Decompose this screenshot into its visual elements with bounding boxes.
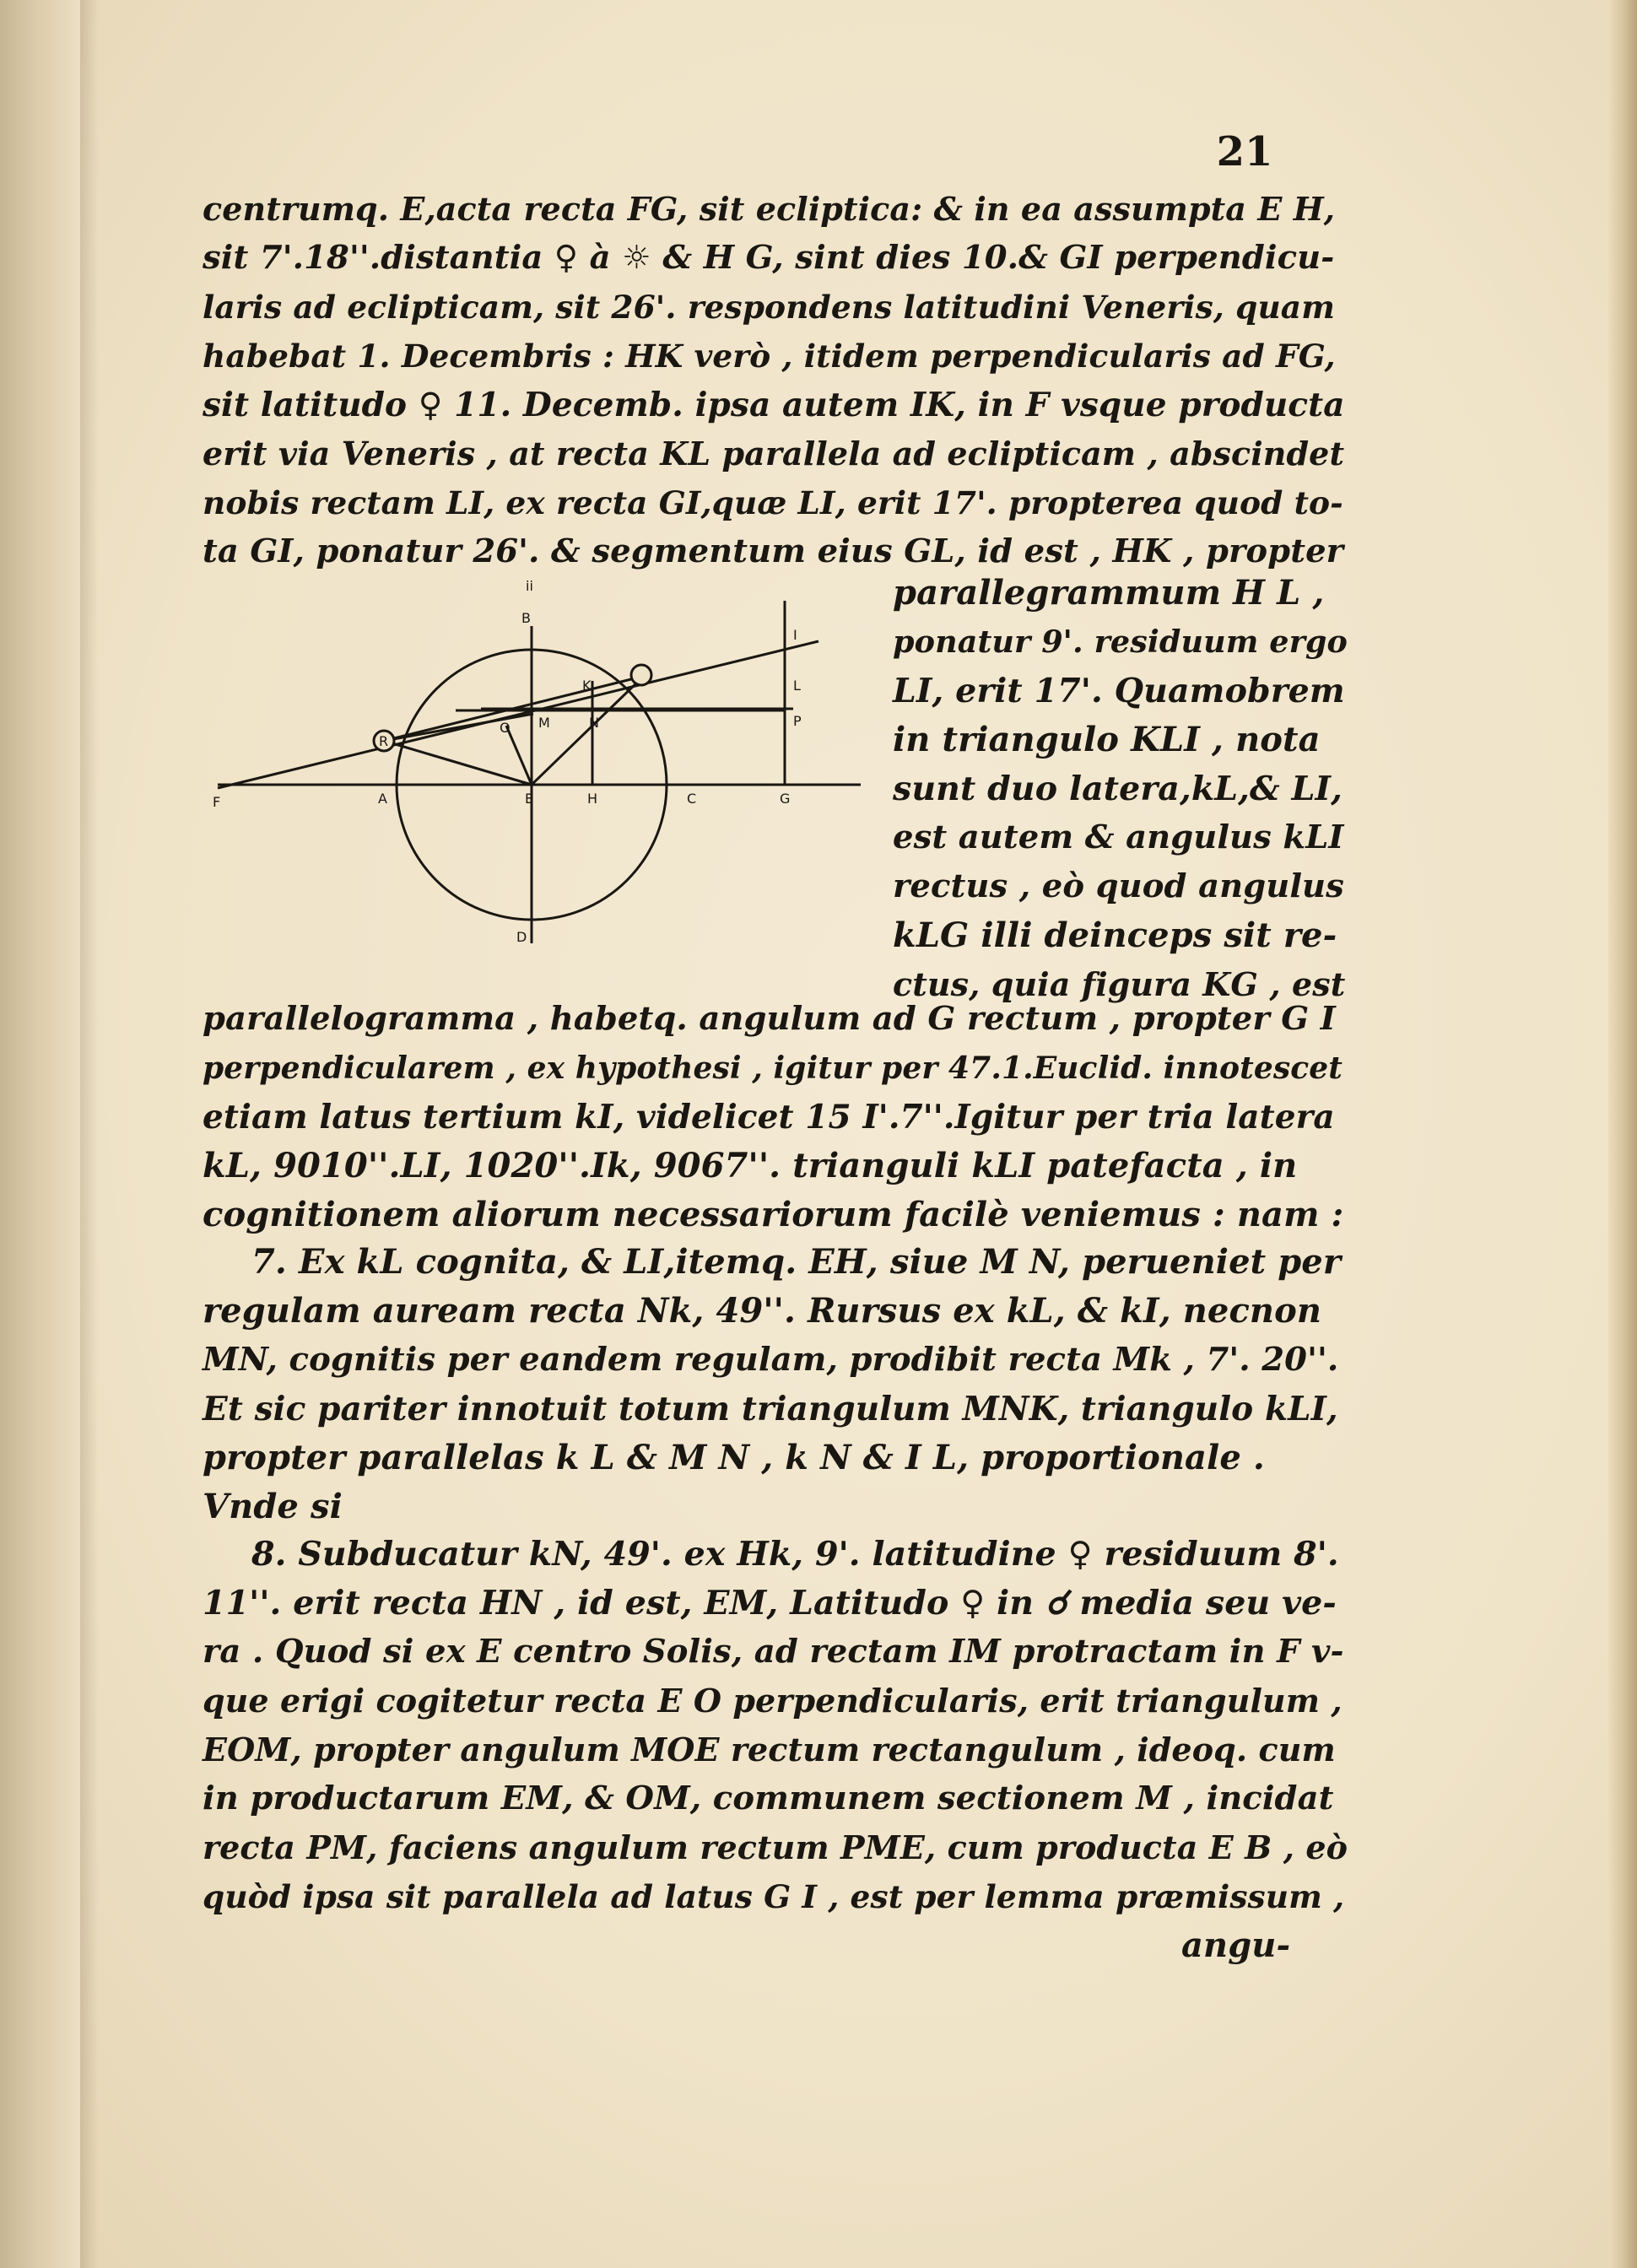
label-e: E bbox=[525, 791, 534, 807]
line-re bbox=[384, 741, 532, 785]
paragraph-8-line: recta PM, faciens angulum rectum PME, cum producta E B , eò bbox=[203, 1828, 1348, 1866]
label-f: F bbox=[213, 794, 221, 810]
paragraph-7-line: Et sic pariter innotuit totum triangulum MNK, triangulo kLI, bbox=[203, 1390, 1338, 1428]
page-edge bbox=[1608, 0, 1637, 2268]
text-line: habebat 1. Decembris : HK verò , itidem perpendicularis ad FG, bbox=[203, 338, 1336, 375]
text-line: centrumq. E,acta recta FG, sit ecliptica: & in ea assumpta E H, bbox=[203, 190, 1336, 228]
label-b: B bbox=[521, 610, 531, 626]
label-r: R bbox=[379, 733, 389, 749]
paragraph-8-line: EOM, propter angulum MOE rectum rectangulum , ideoq. cum bbox=[203, 1731, 1336, 1768]
label-c: C bbox=[687, 791, 697, 807]
text-line: ta GI, ponatur 26'. & segmentum eius GL, id est , HK , propter bbox=[203, 532, 1344, 570]
side-text-line: LI, erit 17'. Quamobrem bbox=[893, 672, 1345, 710]
label-k: K bbox=[582, 678, 592, 694]
label-i: I bbox=[793, 627, 797, 643]
label-g: G bbox=[780, 791, 791, 807]
text-line: erit via Veneris , at recta KL parallela ad eclipticam , abscindet bbox=[203, 435, 1345, 472]
label-top: ii bbox=[526, 578, 533, 594]
text-line: perpendicularem , ex hypothesi , igitur per 47.1.Euclid. innotescet bbox=[203, 1050, 1343, 1086]
side-text-line: ctus, quia figura KG , est bbox=[893, 965, 1346, 1003]
text-line: nobis rectam LI, ex recta GI,quæ LI, erit 17'. propterea quod to- bbox=[203, 484, 1343, 521]
text-line: laris ad eclipticam, sit 26'. respondens latitudini Veneris, quam bbox=[203, 289, 1335, 326]
page-number: 21 bbox=[1216, 128, 1273, 176]
label-o: O bbox=[500, 720, 511, 736]
venus-path bbox=[218, 641, 818, 788]
side-text-line: parallegrammum H L , bbox=[893, 573, 1325, 613]
text-line: kL, 9010''.LI, 1020''.Ik, 9067''. trianguli kLI patefacta , in bbox=[203, 1146, 1298, 1185]
paragraph-8-line: ra . Quod si ex E centro Solis, ad rectam IM protractam in F v- bbox=[203, 1633, 1344, 1671]
line-ek bbox=[532, 678, 641, 785]
paragraph-7-line: propter parallelas k L & M N , k N & I L, proportionale . bbox=[203, 1438, 1265, 1477]
text-line: etiam latus tertium kI, videlicet 15 I'.7''.Igitur per tria latera bbox=[203, 1098, 1335, 1137]
label-d: D bbox=[516, 929, 527, 945]
label-a: A bbox=[378, 791, 387, 807]
paragraph-7-line: regulam auream recta Nk, 49''. Rursus ex kL, & kI, necnon bbox=[203, 1291, 1322, 1331]
paragraph-8-line: 11''. erit recta HN , id est, EM, Latitudo ♀ in ☌ media seu ve- bbox=[203, 1584, 1337, 1623]
text-line: sit latitudo ♀ 11. Decemb. ipsa autem IK, in F vsque producta bbox=[203, 386, 1345, 424]
catchword: angu- bbox=[1181, 1925, 1291, 1965]
label-l: L bbox=[793, 678, 801, 694]
paragraph-7-line: 7. Ex kL cognita, & LI,itemq. EH, siue M N, perueniet per bbox=[251, 1242, 1342, 1282]
text-line: cognitionem aliorum necessariorum facilè veniemus : nam : bbox=[203, 1195, 1344, 1234]
text-line: sit 7'.18''.distantia ♀ à ☼ & H G, sint dies 10.& GI perpendicu- bbox=[203, 239, 1335, 277]
side-text-line: rectus , eò quod angulus bbox=[893, 867, 1344, 905]
paragraph-8-line: quòd ipsa sit parallela ad latus G I , est per lemma præmissum , bbox=[203, 1878, 1345, 1915]
label-h: H bbox=[587, 791, 598, 807]
geometric-figure bbox=[203, 567, 878, 955]
side-text-line: kLG illi deinceps sit re- bbox=[893, 915, 1337, 955]
venus-right bbox=[631, 665, 651, 685]
side-text-line: est autem & angulus kLI bbox=[893, 818, 1344, 856]
label-p: P bbox=[793, 713, 802, 729]
side-text-line: in triangulo KLI , nota bbox=[893, 720, 1321, 759]
binding-gutter bbox=[0, 0, 80, 2268]
paragraph-8-line: in productarum EM, & OM, communem sectionem M , incidat bbox=[203, 1779, 1334, 1817]
text-line: parallelogramma , habetq. angulum ad G rectum , propter G I bbox=[203, 1000, 1336, 1038]
label-m: M bbox=[538, 715, 550, 731]
label-n: N bbox=[589, 715, 599, 731]
paragraph-8-line: que erigi cogitetur recta E O perpendicularis, erit triangulum , bbox=[203, 1682, 1343, 1720]
side-text-line: ponatur 9'. residuum ergo bbox=[893, 624, 1348, 660]
paragraph-8-line: 8. Subducatur kN, 49'. ex Hk, 9'. latitudine ♀ residuum 8'. bbox=[251, 1535, 1339, 1574]
paragraph-7-line: MN, cognitis per eandem regulam, prodibit recta Mk , 7'. 20''. bbox=[203, 1341, 1339, 1379]
paragraph-7-line: Vnde si bbox=[203, 1487, 343, 1526]
side-text-line: sunt duo latera,kL,& LI, bbox=[893, 770, 1343, 808]
gutter-shadow bbox=[80, 0, 99, 2268]
